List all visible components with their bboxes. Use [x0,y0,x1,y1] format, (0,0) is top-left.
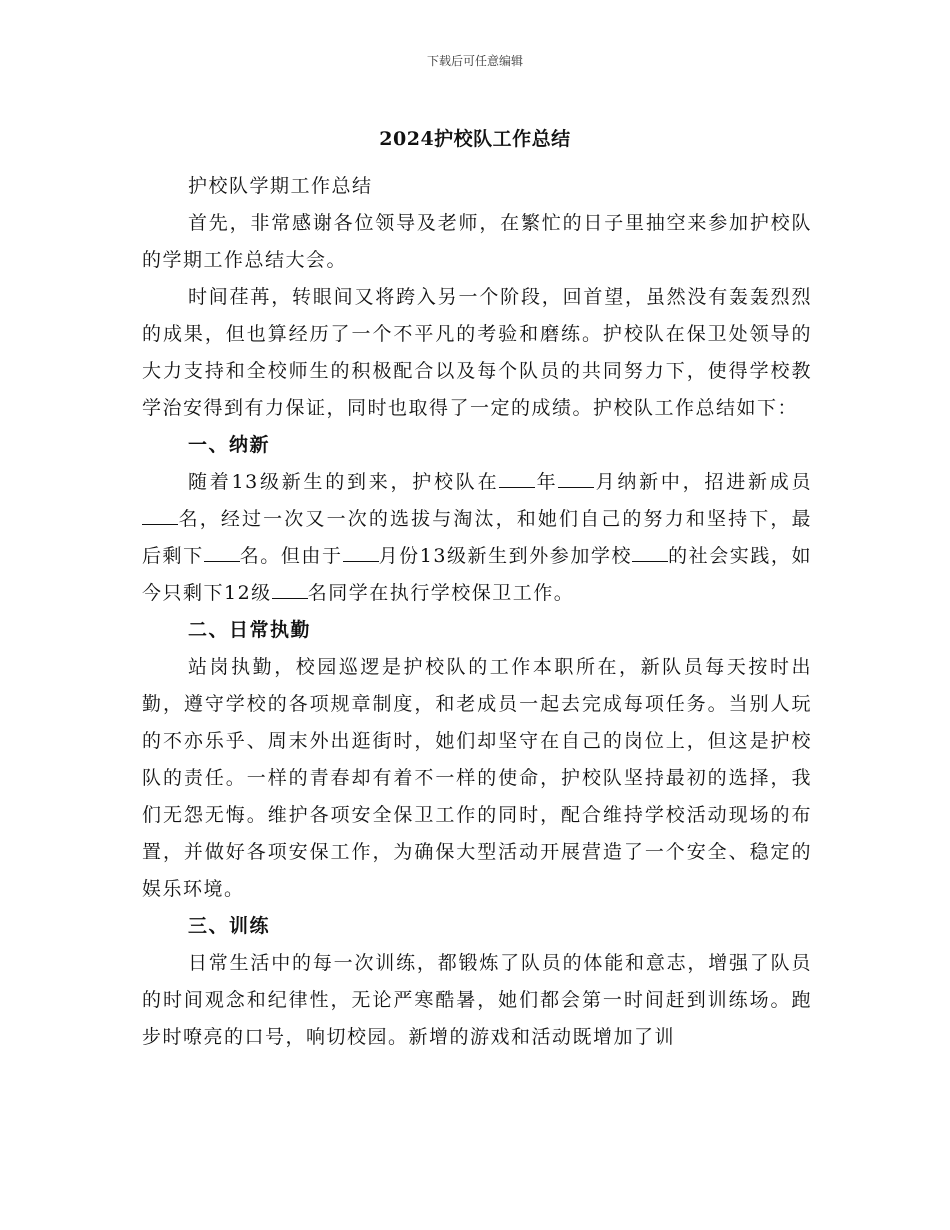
overview-paragraph: 时间荏苒，转眼间又将跨入另一个阶段，回首望，虽然没有轰轰烈烈的成果，但也算经历了一个不平凡的考验和磨练。护校队在保卫处领导的大力支持和全校师生的积极配合以及每个队员的共同努力下，使得学校教学治安得到有力保证，同时也取得了一定的成绩。护校队工作总结如下： [142,286,812,419]
section-heading-recruitment: 一、纳新 [188,434,271,456]
blank-new-members [142,506,178,525]
recruitment-text: 名。但由于 [239,545,343,567]
recruitment-paragraph [142,464,812,612]
document-title: 2024护校队工作总结 [379,128,571,150]
page-header-note: 下载后可任意编辑 [426,54,523,68]
blank-students [272,580,308,599]
recruitment-text: 的社会实践，如今只剩下12级 [142,545,812,604]
recruitment-text: 随着13级新生的到来，护校队在 [188,471,500,493]
recruitment-text: 月份13级新生到外参加学校 [378,545,633,567]
recruitment-text: 名同学在执行学校保卫工作。 [307,582,575,604]
blank-activity [632,543,668,562]
section-heading-duty: 二、日常执勤 [188,619,312,641]
training-paragraph: 日常生活中的每一次训练，都锻炼了队员的体能和意志，增强了队员的时间观念和纪律性，无论严寒酷暑，她们都会第一时间赶到训练场。跑步时嘹亮的口号，响切校园。新增的游戏和活动既增加了训 [142,952,812,1048]
document-subtitle: 护校队学期工作总结 [188,175,373,197]
blank-remaining [204,543,240,562]
recruitment-text: 月纳新中，招进新成员 [594,471,812,493]
section-heading-training: 三、训练 [188,915,271,937]
duty-paragraph: 站岗执勤，校园巡逻是护校队的工作本职所在，新队员每天按时出勤，遵守学校的各项规章制度，和老成员一起去完成每项任务。当别人玩的不亦乐乎、周末外出逛街时，她们却坚守在自己的岗位上，但这是护校队的责任。一样的青春却有着不一样的使命，护校队坚持最初的选择，我们无怨无悔。维护各项安全保卫工作的同时，配合维持学校活动现场的布置，并做好各项安保工作，为确保大型活动开展营造了一个安全、稳定的娱乐环境。 [142,656,812,900]
blank-month [558,469,594,488]
recruitment-text: 名，经过一次又一次的选拔与淘汰，和她们自己的努力和坚持下，最后剩下 [142,508,812,567]
document-body [142,168,812,1056]
blank-year [499,469,535,488]
recruitment-text: 年 [535,471,559,493]
intro-paragraph: 首先，非常感谢各位领导及老师，在繁忙的日子里抽空来参加护校队的学期工作总结大会。 [142,212,812,271]
blank-month-2 [343,543,379,562]
